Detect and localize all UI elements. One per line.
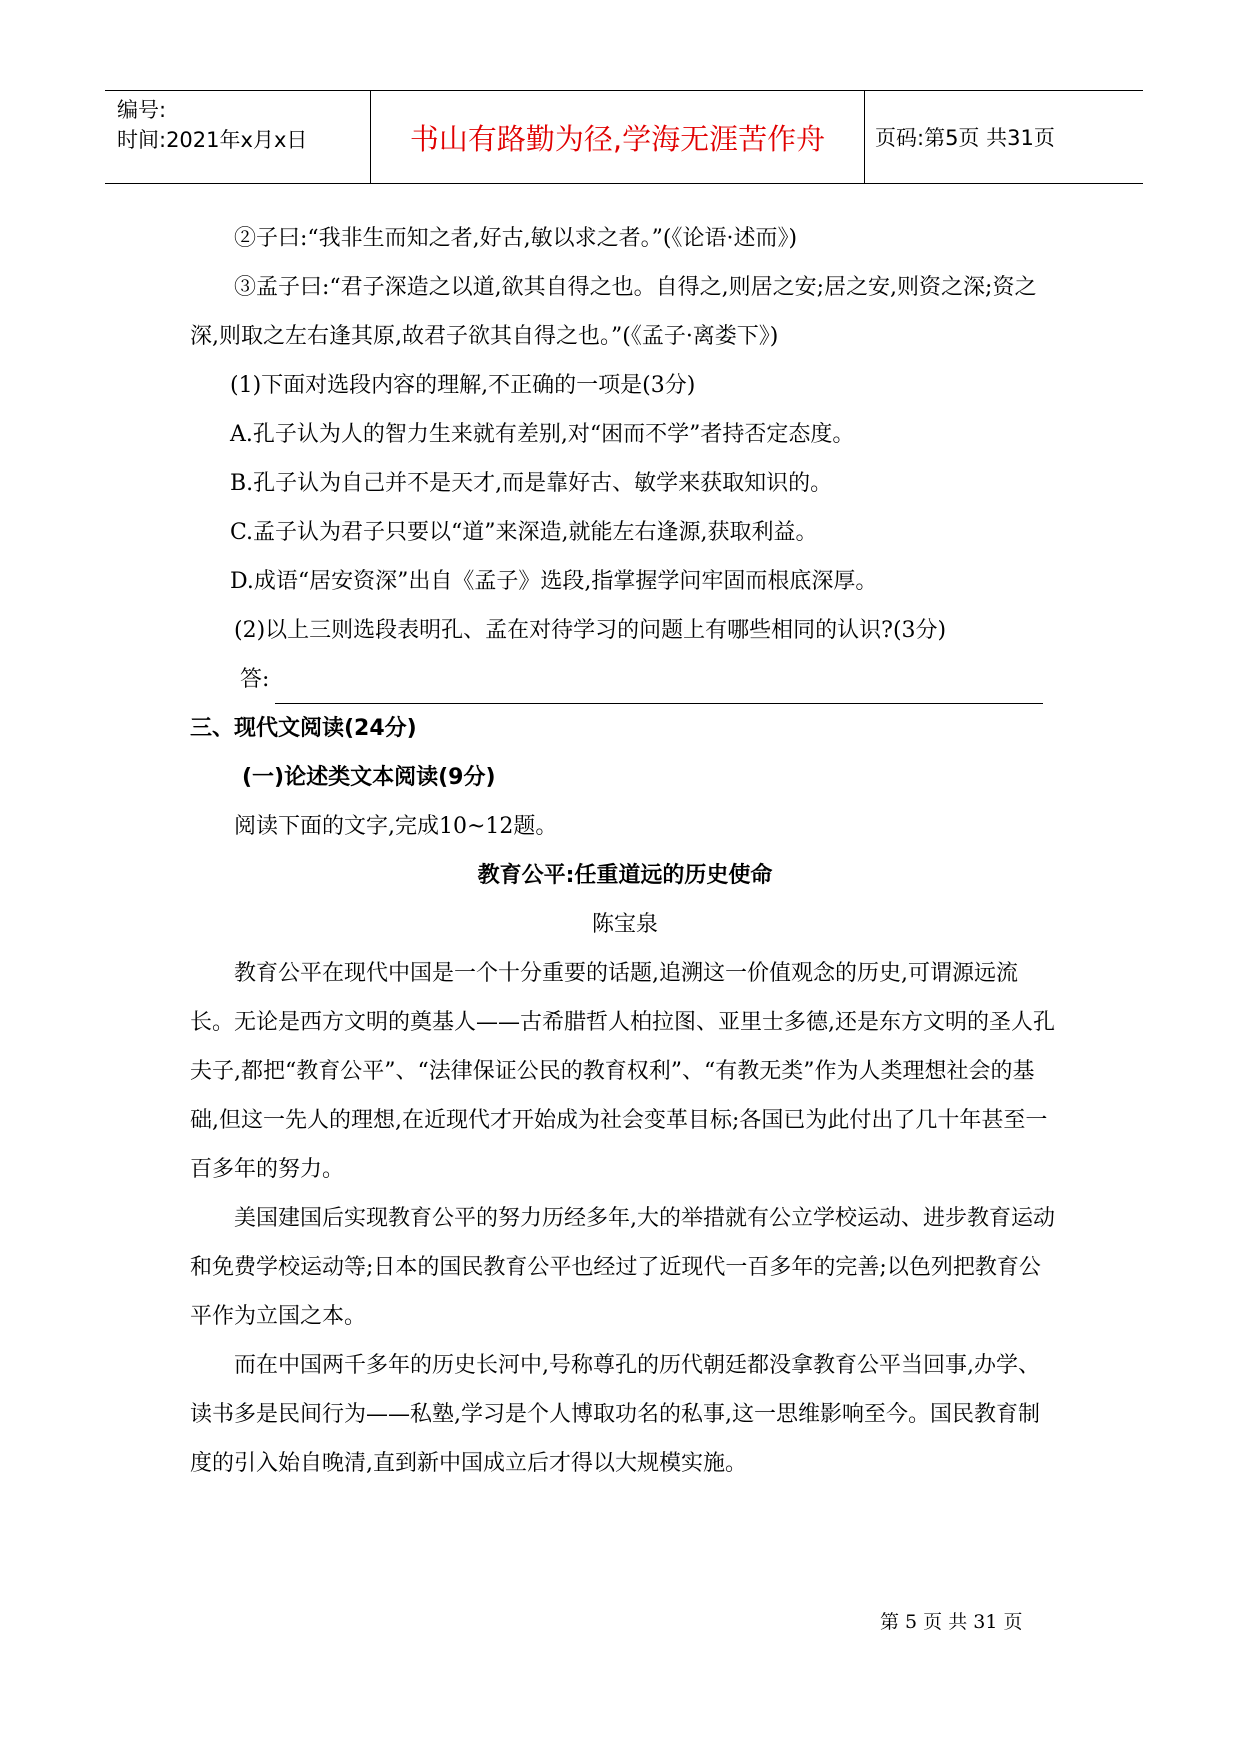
paragraph-1: 教育公平在现代中国是一个十分重要的话题,追溯这一价值观念的历史,可谓源远流长。无论是西方文明的奠基人——古希腊哲人柏拉图、亚里士多德,还是东方文明的圣人孔夫子,都把“教育公平”、“法律保证公民的教育权利”、“有教无类”作为人类理想社会的基础,但这一先人的理想,在近现代才开始成为社会变革目标;各国已为此付出了几十年甚至一百多年的努力。: [190, 961, 1055, 1182]
number-label: 编号:: [117, 98, 167, 122]
option-a: A.孔子认为人的智力生来就有差别,对“困而不学”者持否定态度。: [230, 422, 855, 447]
page-footer: 第 5 页 共 31 页: [880, 1611, 1023, 1633]
question-1: (1)下面对选段内容的理解,不正确的一项是(3分): [230, 373, 696, 398]
quote-2: ②子曰:“我非生而知之者,好古,敏以求之者。”(《论语·述而》): [234, 226, 798, 251]
answer-label: 答:: [240, 667, 270, 692]
paragraph-3: 而在中国两千多年的历史长河中,号称尊孔的历代朝廷都没拿教育公平当回事,办学、读书多是民间行为——私塾,学习是个人博取功名的私事,这一思维影响至今。国民教育制度的引入始自晚清,直到新中国成立后才得以大规模实施。: [190, 1353, 1040, 1476]
option-d: D.成语“居安资深”出自《孟子》选段,指掌握学问牢固而根底深厚。: [230, 569, 878, 594]
header-motto: 书山有路勤为径,学海无涯苦作舟: [370, 91, 865, 183]
article-author: 陈宝泉: [591, 912, 658, 937]
answer-blank-line[interactable]: [275, 669, 1043, 704]
question-2: (2)以上三则选段表明孔、孟在对待学习的问题上有哪些相同的认识?(3分): [234, 618, 947, 643]
document-body: [190, 214, 1060, 1488]
page-header: [105, 90, 1143, 184]
quote-3: ③孟子曰:“君子深造之以道,欲其自得之也。自得之,则居之安;居之安,则资之深;资之深,则取之左右逢其原,故君子欲其自得之也。”(《孟子·离娄下》): [190, 275, 1037, 349]
time-label: 时间:2021年x月x日: [117, 128, 308, 152]
option-b: B.孔子认为自己并不是天才,而是靠好古、敏学来获取知识的。: [230, 471, 833, 496]
option-c: C.孟子认为君子只要以“道”来深造,就能左右逢源,获取利益。: [230, 520, 818, 545]
instruction: 阅读下面的文字,完成10~12题。: [234, 814, 558, 839]
header-page-info: 页码:第5页 共31页: [875, 126, 1055, 150]
header-left: [117, 95, 367, 155]
paragraph-2: 美国建国后实现教育公平的努力历经多年,大的举措就有公立学校运动、进步教育运动和免费学校运动等;日本的国民教育公平也经过了近现代一百多年的完善;以色列把教育公平作为立国之本。: [190, 1206, 1055, 1329]
section-3-heading: 三、现代文阅读(24分): [190, 716, 417, 741]
section-3-1-heading: (一)论述类文本阅读(9分): [242, 765, 496, 790]
article-title: 教育公平:任重道远的历史使命: [477, 863, 773, 888]
answer-row: [190, 655, 1060, 704]
